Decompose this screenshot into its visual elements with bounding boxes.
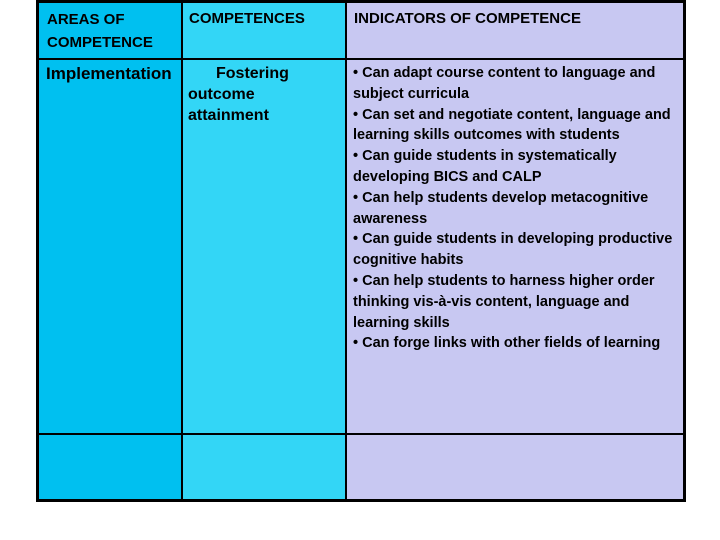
header-competences-cell (183, 3, 345, 58)
competence-label (188, 63, 343, 126)
competence-line-2: outcome (188, 86, 255, 103)
competence-line-1: Fostering (216, 65, 289, 82)
empty-cell-2 (183, 435, 345, 499)
empty-cell-1 (39, 435, 181, 499)
header-indicators: INDICATORS OF COMPETENCE (354, 10, 581, 27)
header-areas-cell (39, 3, 181, 58)
indicator-item: • Can help students develop metacognitive awareness (353, 189, 649, 227)
competence-line-3: attainment (188, 107, 269, 124)
area-cell (39, 60, 181, 433)
indicator-item: • Can help students to harness higher order thinking vis-à-vis content, language and learning skills (353, 272, 655, 331)
empty-cell-3 (347, 435, 683, 499)
competence-table (36, 0, 686, 502)
indicators-list (353, 63, 681, 354)
indicator-item: • Can guide students in developing productive cognitive habits (353, 231, 673, 269)
indicator-item: • Can forge links with other fields of learning (353, 335, 661, 352)
indicators-cell (347, 60, 683, 433)
header-indicators-cell (347, 3, 683, 58)
header-areas: AREAS OF COMPETENCE (47, 11, 153, 51)
indicator-item: • Can set and negotiate content, language and learning skills outcomes with students (353, 106, 671, 144)
area-label: Implementation (46, 64, 172, 83)
header-competences: COMPETENCES (189, 10, 305, 27)
indicator-item: • Can guide students in systematically developing BICS and CALP (353, 148, 617, 185)
competence-cell (183, 60, 345, 433)
indicator-item: • Can adapt course content to language and subject curricula (353, 65, 656, 102)
